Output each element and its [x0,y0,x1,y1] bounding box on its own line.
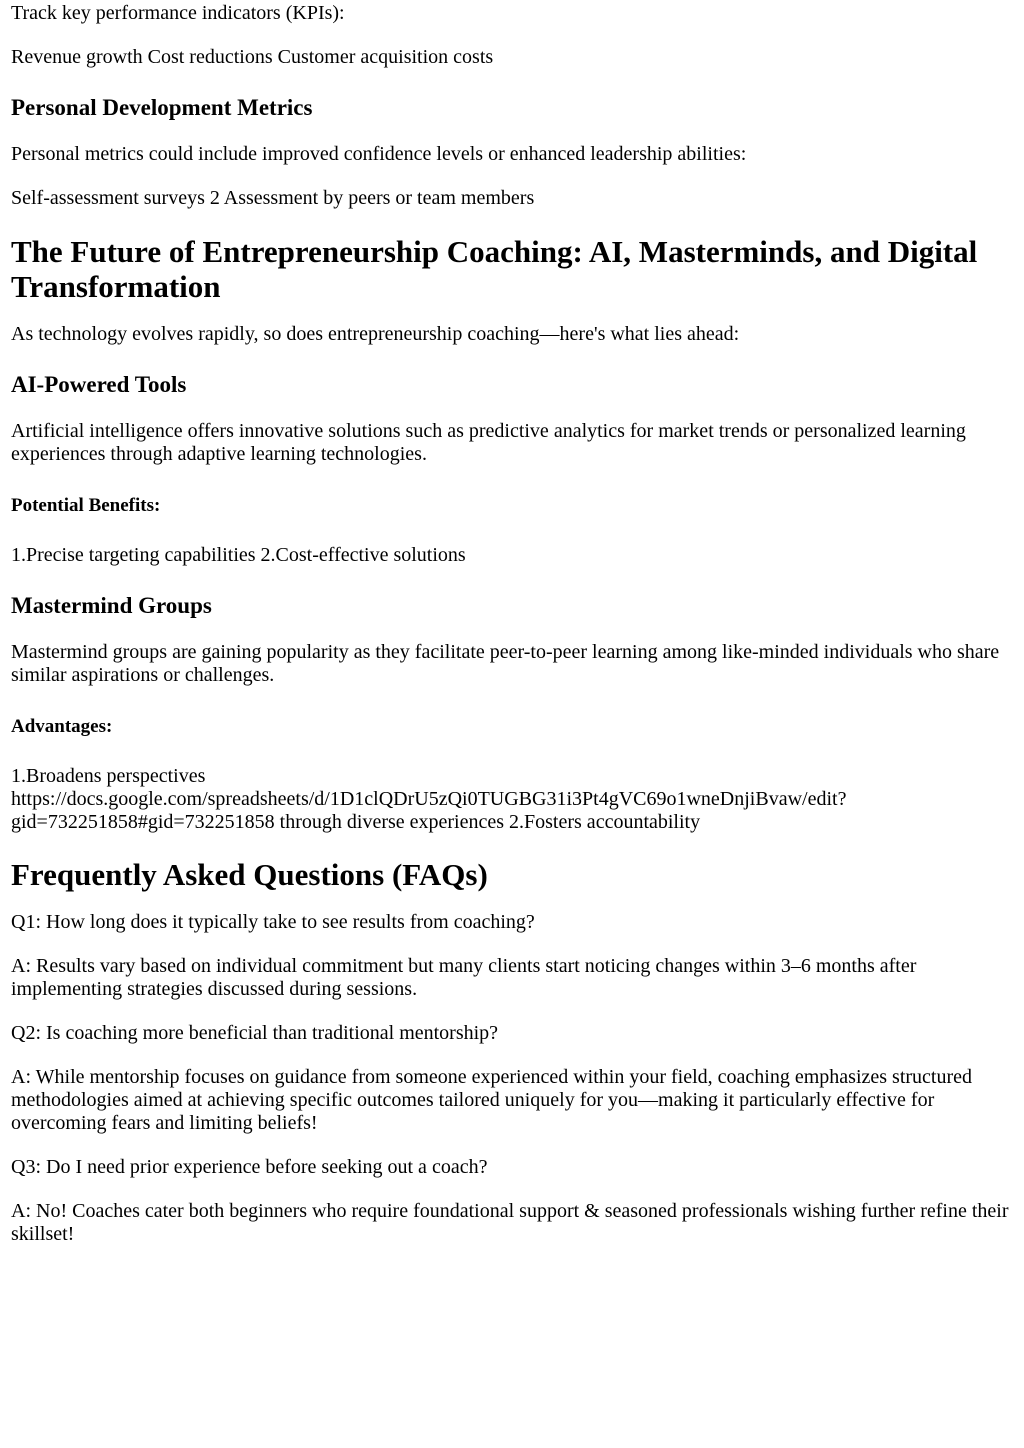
mastermind-heading: Mastermind Groups [11,593,212,618]
ai-benefits-list: 1.Precise targeting capabilities 2.Cost-effective solutions [11,544,466,566]
personal-list: Self-assessment surveys 2 Assessment by peers or team members [11,187,535,209]
faq-answer: A: Results vary based on individual commitment but many clients start noticing changes within 3–6 months after implementing strategies discussed during sessions. [11,955,917,1000]
personal-intro: Personal metrics could include improved confidence levels or enhanced leadership abilities: [11,143,747,165]
kpi-list: Revenue growth Cost reductions Customer acquisition costs [11,46,494,68]
future-heading: The Future of Entrepreneurship Coaching: AI, Masterminds, and Digital Transformation [11,234,978,304]
spreadsheet-link[interactable]: https://docs.google.com/spreadsheets/d/1D1clQDrU5zQi0TUGBG31i3Pt4gVC69o1wneDnjiBvaw/edit?gid=732251858#gid=732251858 [11,788,847,833]
faq-answer: A: No! Coaches cater both beginners who require foundational support & seasoned professionals wishing further refine their skillset! [11,1200,1009,1245]
personal-heading: Personal Development Metrics [11,95,313,120]
faq-answer: A: While mentorship focuses on guidance from someone experienced within your field, coaching emphasizes structured methodologies aimed at achieving specific outcomes tailored uniquely for you—making it particularly effective for overcoming fears and limiting beliefs! [11,1066,973,1134]
mastermind-body: Mastermind groups are gaining popularity as they facilitate peer-to-peer learning among like-minded individuals who share similar aspirations or challenges. [11,641,1000,686]
faq-heading: Frequently Asked Questions (FAQs) [11,857,488,892]
article-body [0,2,1024,1246]
ai-body: Artificial intelligence offers innovative solutions such as predictive analytics for market trends or personalized learning experiences through adaptive learning technologies. [11,420,966,465]
advantage-item-1: 1.Broadens perspectives [11,765,206,787]
mastermind-advantages-list [11,765,1013,834]
mastermind-advantages-label: Advantages: [11,716,113,737]
advantage-continuation: through diverse experiences 2.Fosters accountability [274,811,701,833]
ai-benefits-label: Potential Benefits: [11,495,161,516]
kpi-intro: Track key performance indicators (KPIs): [11,2,345,24]
faq-question: Q1: How long does it typically take to see results from coaching? [11,911,535,933]
future-intro: As technology evolves rapidly, so does entrepreneurship coaching—here's what lies ahead: [11,323,740,345]
faq-question: Q3: Do I need prior experience before seeking out a coach? [11,1156,488,1178]
faq-question: Q2: Is coaching more beneficial than traditional mentorship? [11,1022,499,1044]
ai-heading: AI-Powered Tools [11,372,187,397]
